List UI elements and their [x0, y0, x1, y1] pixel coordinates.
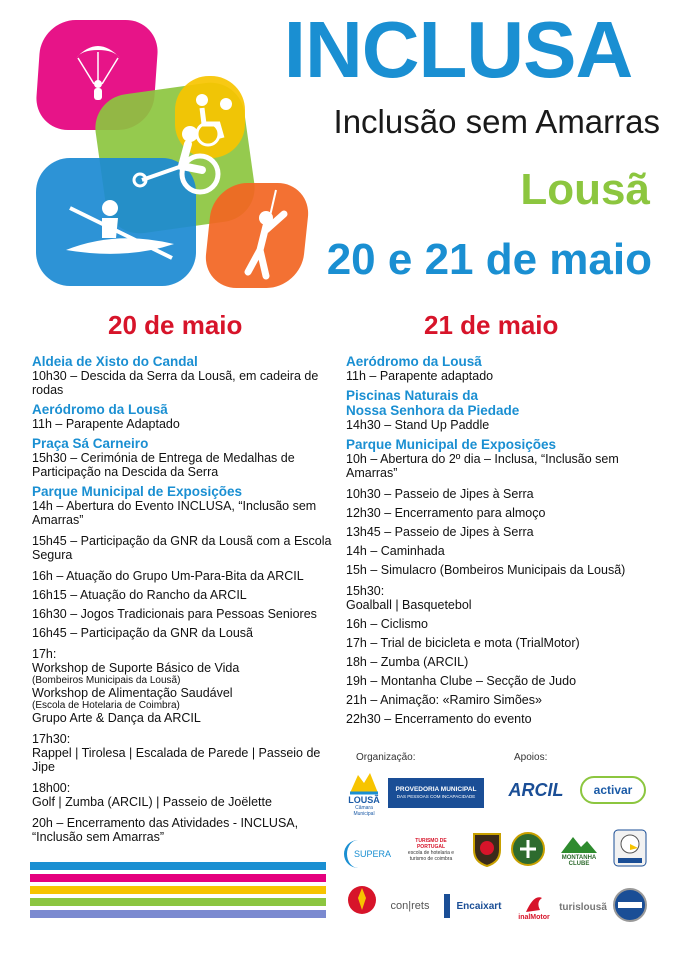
program-item: Goalball | Basquetebol — [346, 598, 472, 612]
program-item: 15h30: — [346, 584, 385, 598]
lousa-logo-text: LOUSÃ — [348, 795, 380, 805]
day1-heading: 20 de maio — [108, 310, 243, 340]
program-item: 10h – Abertura do 2º dia – Inclusa, “Inclusão sem Amarras” — [346, 452, 619, 480]
program-item: Workshop de Suporte Básico de Vida — [32, 661, 240, 675]
lousa-emblem-icon — [348, 769, 380, 795]
escola-hotelaria-logo — [402, 832, 460, 868]
climber-icon — [226, 186, 300, 286]
program-item: 17h30: — [32, 732, 71, 746]
gnr-emblem-icon — [510, 830, 546, 868]
program-item: 16h – Atuação do Grupo Um-Para-Bita da ARCIL — [32, 569, 304, 583]
program-item: 16h45 – Participação da GNR da Lousã — [32, 626, 253, 640]
venue-heading: Piscinas Naturais da — [346, 388, 479, 403]
venue-heading: Nossa Senhora da Piedade — [346, 403, 520, 418]
arcil-logo: ARCIL — [508, 779, 564, 800]
round-club-badge-icon — [612, 886, 648, 924]
escola-logo-text: escola de hotelaria e turismo de coimbra — [407, 850, 455, 862]
program-item: 19h – Montanha Clube – Secção de Judo — [346, 674, 577, 688]
venue-heading: Parque Municipal de Exposições — [32, 484, 243, 499]
program-item: 11h – Parapente adaptado — [346, 369, 494, 383]
program-item: 16h30 – Jogos Tradicionais para Pessoas Seniores — [32, 607, 317, 621]
supera-logo: SUPERA — [344, 840, 398, 868]
program-note: (Bombeiros Municipais da Lousã) — [32, 675, 181, 686]
program-item: 15h30 – Cerimónia de Entrega de Medalhas de Participação na Descida da Serra — [32, 451, 295, 479]
venue-heading: Praça Sá Carneiro — [32, 436, 149, 451]
inalmotor-logo — [512, 886, 556, 926]
program-item: 13h45 – Passeio de Jipes à Serra — [346, 525, 534, 539]
montanha-logo-text: MONTANHA CLUBE — [561, 855, 597, 867]
activar-logo: activar — [580, 776, 646, 804]
handbike-icon — [124, 122, 232, 200]
stripe — [30, 862, 326, 870]
program-item: 17h – Trial de bicicleta e mota (TrialMotor) — [346, 636, 580, 650]
mountain-icon — [559, 833, 599, 855]
encaixart-logo: Encaixart — [444, 894, 508, 918]
stripe — [30, 910, 326, 918]
support-label: Apoios: — [514, 752, 548, 763]
lousa-logo — [346, 768, 382, 818]
organization-label: Organização: — [356, 752, 416, 763]
lousa-logo-subtext: Câmara Municipal — [353, 805, 375, 817]
program-item: 14h – Caminhada — [346, 544, 445, 558]
inalmotor-logo-text: inalMotor — [518, 913, 550, 921]
dragon-icon — [522, 892, 546, 914]
program-item: 14h30 – Stand Up Paddle — [346, 418, 490, 432]
program-item: Rappel | Tirolesa | Escalada de Parede | Passeio de Jipe — [32, 746, 321, 774]
event-title: INCLUSA — [283, 5, 633, 94]
event-place: Lousã — [520, 165, 650, 214]
stripe — [30, 886, 326, 894]
kayak-icon — [56, 194, 186, 272]
program-item: 18h – Zumba (ARCIL) — [346, 655, 469, 669]
program-item: 20h – Encerramento das Atividades - INCLUSA, “Inclusão sem Amarras” — [32, 816, 299, 844]
program-item: Golf | Zumba (ARCIL) | Passeio de Joëlette — [32, 795, 272, 809]
program-item: 18h00: — [32, 781, 71, 795]
event-dates: 20 e 21 de maio — [326, 235, 652, 284]
venue-heading: Aeródromo da Lousã — [32, 402, 168, 417]
stripe — [30, 898, 326, 906]
program-item: 10h30 – Passeio de Jipes à Serra — [346, 487, 534, 501]
paraglider-icon — [68, 36, 128, 106]
day2-program — [346, 352, 646, 726]
montanha-clube-logo — [554, 832, 604, 868]
color-stripes — [30, 862, 326, 922]
event-subtitle: Inclusão sem Amarras — [333, 103, 660, 140]
program-item: 16h15 – Atuação do Rancho da ARCIL — [32, 588, 247, 602]
day2-heading: 21 de maio — [424, 310, 559, 340]
stripe — [30, 874, 326, 882]
venue-heading: Aeródromo da Lousã — [346, 354, 482, 369]
program-item: 11h – Parapente Adaptado — [32, 417, 180, 431]
program-item: Workshop de Alimentação Saudável — [32, 686, 233, 700]
program-item: 12h30 – Encerramento para almoço — [346, 506, 546, 520]
turislousa-logo: turislousã — [559, 901, 607, 913]
conrets-logo: con|rets — [390, 900, 430, 912]
program-item: Grupo Arte & Dança da ARCIL — [32, 711, 201, 725]
program-item: 16h – Ciclismo — [346, 617, 428, 631]
program-item: 15h45 – Participação da GNR da Lousã com a Escola Segura — [32, 534, 332, 562]
provedoria-logo-text: PROVEDORIA MUNICIPAL — [395, 786, 477, 793]
program-item: 15h – Simulacro (Bombeiros Municipais da Lousã) — [346, 563, 626, 577]
bombeiros-shield-icon — [470, 830, 504, 868]
provedoria-logo-subtext: DAS PESSOAS COM INCAPACIDADE — [396, 794, 476, 799]
turismo-logo-text: TURISMO DE PORTUGAL — [415, 838, 447, 850]
venue-heading: Aldeia de Xisto do Candal — [32, 354, 198, 369]
program-item: 21h – Animação: «Ramiro Simões» — [346, 693, 542, 707]
day1-program — [32, 352, 332, 844]
program-item: 10h30 – Descida da Serra da Lousã, em cadeira de rodas — [32, 369, 319, 397]
eagle-icon — [612, 828, 648, 868]
provedoria-logo — [388, 778, 484, 808]
venue-heading: Parque Municipal de Exposições — [346, 437, 557, 452]
program-item: 17h: — [32, 647, 57, 661]
program-item: 22h30 – Encerramento do evento — [346, 712, 532, 726]
program-item: 14h – Abertura do Evento INCLUSA, “Inclusão sem Amarras” — [32, 499, 317, 527]
scouts-emblem-icon — [346, 882, 378, 922]
program-note: (Escola de Hotelaria de Coimbra) — [32, 700, 180, 711]
